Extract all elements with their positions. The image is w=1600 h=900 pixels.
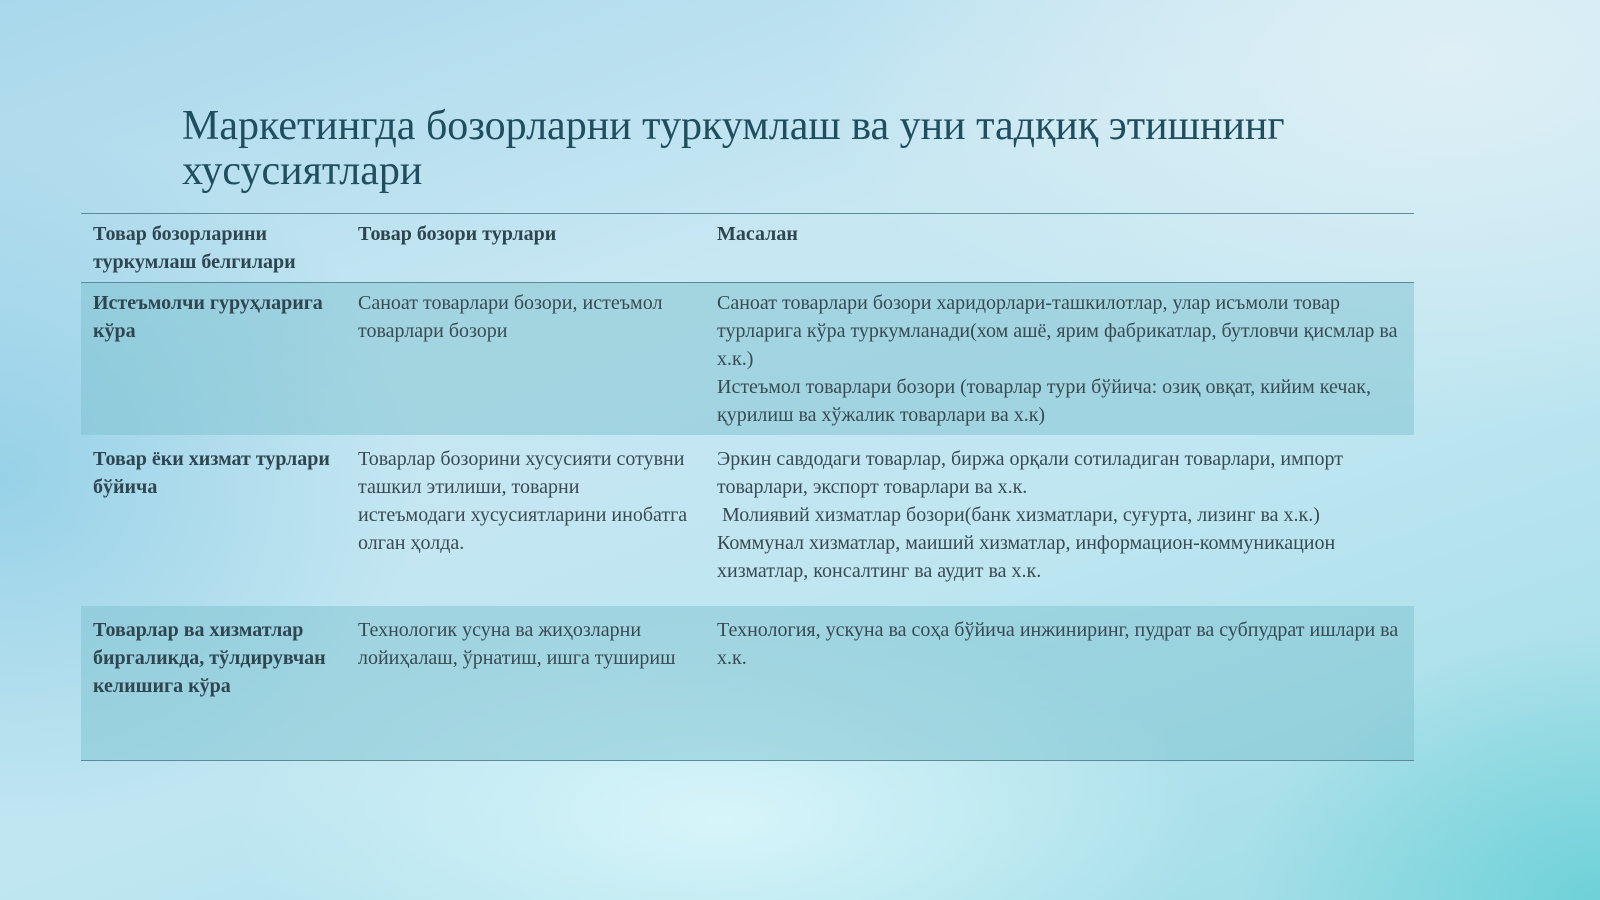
market-segmentation-table: [81, 213, 1414, 761]
criterion-cell: Истеъмолчи гуруҳларига кўра: [93, 292, 323, 342]
slide-title: Маркетингда бозорларни туркумлаш ва уни тадқиқ этишнинг хусусиятлари: [182, 103, 1285, 194]
criterion-cell: Товарлар ва хизматлар биргаликда, тўлдирувчан келишига кўра: [93, 619, 326, 697]
table-header-row: [81, 214, 1414, 283]
example-line: Эркин савдодаги товарлар, биржа орқали сотиладиган товарлари, импорт товарлари, экспорт товарлари ва х.к.: [717, 448, 1343, 498]
criterion-cell: Товар ёки хизмат турлари бўйича: [93, 448, 330, 498]
header-examples: Масалан: [717, 223, 798, 245]
table-row: [81, 606, 1414, 761]
table-row: [81, 435, 1414, 606]
example-line: Истеъмол товарлари бозори (товарлар тури бўйича: озиқ овқат, кийим кечак, қурилиш ва хўжалик товарлари ва х.к): [717, 376, 1371, 426]
example-line: Технология, ускуна ва соҳа бўйича инжиниринг, пудрат ва субпудрат ишлари ва х.к.: [717, 619, 1399, 669]
examples-cell: [705, 606, 1414, 761]
example-line: Саноат товарлари бозори харидорлари-ташкилотлар, улар исъмоли товар турларига кўра туркумланади(хом ашё, ярим фабрикатлар, бутловчи қисмлар ва х.к.): [717, 292, 1398, 370]
market-types-cell: Товарлар бозорини хусусияти сотувни ташкил этилиши, товарни истеъмодаги хусусиятларини инобатга олган ҳолда.: [358, 448, 688, 554]
examples-cell: [705, 283, 1414, 436]
market-types-cell: Технологик усуна ва жиҳозларни лойиҳалаш, ўрнатиш, ишга тушириш: [358, 619, 676, 669]
header-criteria: Товар бозорларини туркумлаш белгилари: [93, 223, 296, 273]
examples-cell: [705, 435, 1414, 606]
example-line: Молиявий хизматлар бозори(банк хизматлари, суғурта, лизинг ва х.к.) Коммунал хизматлар, маиший хизматлар, информацион-коммуникацион хизматлар, консалтинг ва аудит ва х.к.: [717, 504, 1341, 582]
market-types-cell: Саноат товарлари бозори, истеъмол товарлари бозори: [358, 292, 663, 342]
table-row: [81, 283, 1414, 436]
header-market-types: Товар бозори турлари: [358, 223, 557, 245]
